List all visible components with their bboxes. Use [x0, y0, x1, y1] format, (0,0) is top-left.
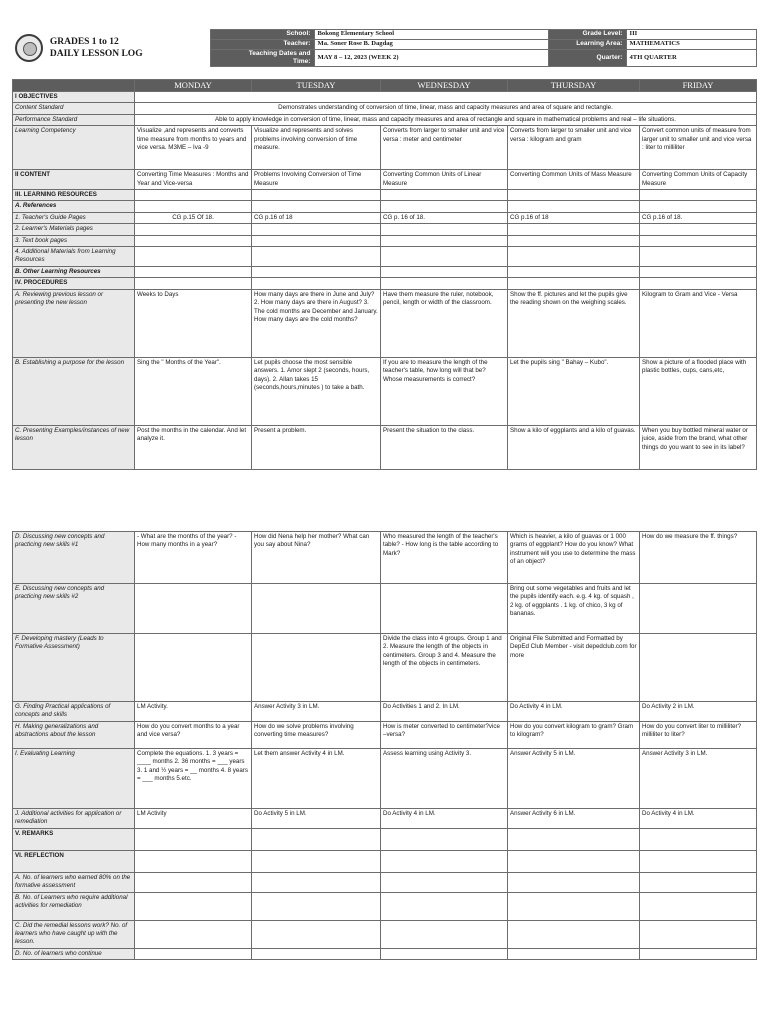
competency-tuesday: Visualize and represents and solves problems involving conversion of time measure. [252, 126, 381, 170]
table-row [13, 808, 757, 828]
proc-h-tuesday: How do we solve problems involving converting time measures? [252, 721, 381, 748]
content-standard-text: Demonstrates understanding of conversion of time, linear, mass and capacity measures and area of square and rectangle. [135, 103, 757, 114]
table-row [13, 212, 757, 223]
proc-a-wednesday: Have them measure the ruler, notebook, pencil, length or width of the classroom. [381, 289, 508, 357]
proc-b-tuesday: Let pupils choose the most sensible answers. 1. Amor slept 2 (seconds, hours, days). 2. Allan takes 15 (seconds,hours,minutes ) to take a bath. [252, 357, 381, 425]
proc-c-tuesday: Present a problem. [252, 425, 381, 469]
proc-j-wednesday: Do Activity 4 in LM. [381, 808, 508, 828]
proc-a-thursday: Show the ff. pictures and let the pupils give the reading shown on the weighing scales. [508, 289, 640, 357]
objectives-blank [135, 92, 757, 103]
proc-i-wednesday: Assess learning using Activity 3. [381, 748, 508, 808]
dates-value: MAY 8 – 12, 2023 (WEEK 2) [314, 50, 548, 67]
teacher-label: Teacher: [210, 40, 314, 50]
proc-g-label: G. Finding Practical applications of concepts and skills [13, 702, 135, 722]
deped-seal-icon [15, 34, 43, 62]
proc-g-thursday: Do Activity 4 in LM. [508, 702, 640, 722]
proc-b-label: B. Establishing a purpose for the lesson [13, 357, 135, 425]
dates-label [210, 50, 314, 67]
performance-standard-text: Able to apply knowledge in conversion of time, linear, mass and capacity measures and area of rectangle and square in mathematical problems and real – life situations. [135, 114, 757, 125]
proc-e-thursday: Bring out some vegetables and fruits and let the pupils identify each. e.g. 4 kg. of squash , 2 kg. of eggplants . 1 kg. of chico, 3 kg of bananas. [508, 584, 640, 634]
proc-d-label: D. Discussing new concepts and practicing new skills #1 [13, 532, 135, 584]
table-row [13, 278, 757, 289]
proc-e-tuesday [252, 584, 381, 634]
table-row [13, 201, 757, 212]
table-row [13, 702, 757, 722]
table-row [13, 584, 757, 634]
header-section [12, 29, 756, 67]
reflection-b-label: B. No. of Learners who require additional activities for remediation [13, 892, 135, 920]
proc-h-thursday: How do you convert kilogram to gram? Gram to kilogram? [508, 721, 640, 748]
dates-label-line-2: Time: [293, 58, 311, 65]
proc-f-label: F. Developing mastery (Leads to Formative Assessment) [13, 634, 135, 702]
proc-j-monday: LM Activity [135, 808, 252, 828]
table-row [13, 224, 757, 235]
proc-e-friday [640, 584, 757, 634]
dates-label-line-1: Teaching Dates and [248, 50, 311, 57]
proc-d-friday: How do we measure the ff. things? [640, 532, 757, 584]
proc-i-friday: Answer Activity 3 in LM. [640, 748, 757, 808]
day-header-row [13, 80, 757, 92]
proc-j-tuesday: Do Activity 5 in LM. [252, 808, 381, 828]
proc-j-label: J. Additional activities for application or remediation [13, 808, 135, 828]
proc-e-monday [135, 584, 252, 634]
proc-a-label: A. Reviewing previous lesson or presenting the new lesson [13, 289, 135, 357]
competency-label: Learning Competency [13, 126, 135, 170]
proc-a-friday: Kilogram to Gram and Vice - Versa [640, 289, 757, 357]
content-standard-label: Content Standard [13, 103, 135, 114]
proc-g-tuesday: Answer Activity 3 in LM. [252, 702, 381, 722]
proc-e-label: E. Discussing new concepts and practicing new skills #2 [13, 584, 135, 634]
proc-c-wednesday: Present the situation to the class. [381, 425, 508, 469]
teacher-value: Ma. Soner Rose B. Dagdag [314, 40, 548, 50]
table-row [13, 126, 757, 170]
content-tuesday: Problems Involving Conversion of Time Measure [252, 170, 381, 190]
table-row [13, 103, 757, 114]
lesson-log-table-part2 [12, 531, 756, 960]
table-row [13, 170, 757, 190]
table-row [13, 425, 757, 469]
competency-thursday: Converts from larger to smaller unit and vice versa : kilogram and gram [508, 126, 640, 170]
resources-label: III. LEARNING RESOURCES [13, 190, 135, 201]
reflection-d-label: D. No. of learners who continue [13, 948, 135, 959]
proc-f-tuesday [252, 634, 381, 702]
textbook-pages-label: 3. Text book pages [13, 235, 135, 246]
table-row [13, 920, 757, 948]
table-row [13, 892, 757, 920]
table-row [13, 748, 757, 808]
proc-f-wednesday: Divide the class into 4 groups. Group 1 and 2. Measure the length of the objects in centimeters. Group 3 and 4. Measure the length of the objects in centimeters. [381, 634, 508, 702]
quarter-label: Quarter: [548, 50, 626, 67]
title-line-1: GRADES 1 to 12 [49, 37, 119, 47]
proc-i-tuesday: Let them answer Activity 4 in LM. [252, 748, 381, 808]
table-row [13, 872, 757, 892]
lesson-log-table-part1 [12, 79, 756, 470]
tg-wednesday: CG p. 16 of 18. [381, 212, 508, 223]
content-thursday: Converting Common Units of Mass Measure [508, 170, 640, 190]
proc-f-thursday: Original File Submitted and Formatted by DepEd Club Member - visit depedclub.com for more [508, 634, 640, 702]
proc-g-monday: LM Activity. [135, 702, 252, 722]
content-friday: Converting Common Units of Capacity Measure [640, 170, 757, 190]
proc-j-thursday: Answer Activity 6 in LM. [508, 808, 640, 828]
header-logo-block [12, 30, 210, 67]
proc-c-thursday: Show a kilo of eggplants and a kilo of guavas. [508, 425, 640, 469]
proc-a-monday: Weeks to Days [135, 289, 252, 357]
table-row [13, 850, 757, 872]
school-label: School: [210, 30, 314, 40]
table-row [13, 721, 757, 748]
grade-label: Grade Level: [548, 30, 626, 40]
reflection-label: VI. REFLECTION [13, 850, 135, 872]
proc-j-friday: Do Activity 4 in LM. [640, 808, 757, 828]
reflection-a-label: A. No. of learners who earned 80% on the formative assessment [13, 872, 135, 892]
day-thursday: THURSDAY [508, 80, 640, 92]
competency-friday: Convert common units of measure from larger unit to smaller unit and vice versa : liter to milliliter [640, 126, 757, 170]
day-header-blank [13, 80, 135, 92]
day-monday: MONDAY [135, 80, 252, 92]
proc-d-monday: - What are the months of the year? - How many months in a year? [135, 532, 252, 584]
title-line-2: DAILY LESSON LOG [49, 49, 143, 59]
table-row [13, 266, 757, 277]
competency-monday: Visualize ,and represents and converts time measure from months to years and vice versa. M3ME – Iva -9 [135, 126, 252, 170]
day-tuesday: TUESDAY [252, 80, 381, 92]
quarter-value: 4TH QUARTER [626, 50, 756, 67]
proc-c-monday: Post the months in the calendar. And let analyze it. [135, 425, 252, 469]
day-wednesday: WEDNESDAY [381, 80, 508, 92]
proc-h-friday: How do you convert liter to milliliter? milliliter to liter? [640, 721, 757, 748]
remarks-label: V. REMARKS [13, 828, 135, 850]
table-row [13, 532, 757, 584]
proc-i-label: I. Evaluating Learning [13, 748, 135, 808]
proc-f-monday [135, 634, 252, 702]
tg-tuesday: CG p.16 of 18 [252, 212, 381, 223]
references-label: A. References [13, 201, 135, 212]
document-title [50, 36, 143, 60]
table-row [13, 190, 757, 201]
other-resources-label: B. Other Learning Resources [13, 266, 135, 277]
additional-materials-label: 4. Additional Materials from Learning Resources [13, 247, 135, 267]
day-friday: FRIDAY [640, 80, 757, 92]
learners-materials-label: 2. Learner's Materials pages [13, 224, 135, 235]
proc-d-thursday: Which is heavier, a kilo of guavas or 1 000 grams of eggplant? How do you know? What instrument will you use to determine the mass of an object? [508, 532, 640, 584]
performance-standard-label: Performance Standard [13, 114, 135, 125]
table-row [13, 828, 757, 850]
proc-d-wednesday: Who measured the length of the teacher's table? - How long is the table according to Mark? [381, 532, 508, 584]
school-value: Bokong Elementary School [314, 30, 548, 40]
table-row [13, 634, 757, 702]
table-row [13, 114, 757, 125]
area-value: MATHEMATICS [626, 40, 756, 50]
table-row [13, 948, 757, 959]
proc-c-friday: When you buy bottled mineral water or juice, aside from the brand, what other things do you want to see in its label? [640, 425, 757, 469]
content-wednesday: Converting Common Units of Linear Measure [381, 170, 508, 190]
proc-h-label: H. Making generalizations and abstractions about the lesson [13, 721, 135, 748]
proc-f-friday [640, 634, 757, 702]
proc-h-wednesday: How is meter converted to centimeter?vice –versa? [381, 721, 508, 748]
proc-b-wednesday: If you are to measure the length of the teacher's table, how long will that be? Whose measurements is correct? [381, 357, 508, 425]
proc-g-wednesday: Do Activities 1 and 2. In LM. [381, 702, 508, 722]
area-label: Learning Area: [548, 40, 626, 50]
tg-thursday: CG p.16 of 18 [508, 212, 640, 223]
proc-b-monday: Sing the " Months of the Year". [135, 357, 252, 425]
objectives-heading: I OBJECTIVES [13, 92, 135, 103]
content-monday: Converting Time Measures : Months and Year and Vice-versa [135, 170, 252, 190]
proc-a-tuesday: How many days are there in June and July? 2. How many days are there in August? 3. The cold months are December and January. How many days are the cold months? [252, 289, 381, 357]
proc-i-monday: Complete the equations. 1. 3 years = ____ months 2. 36 months = ___ years 3. 1 and ½ years = __ months 4. 8 years = ___ months 5.etc. [135, 748, 252, 808]
proc-h-monday: How do you convert months to a year and vice versa? [135, 721, 252, 748]
table-row [13, 247, 757, 267]
teachers-guide-label: 1. Teacher's Guide Pages [13, 212, 135, 223]
proc-c-label: C. Presenting Examples/instances of new lesson [13, 425, 135, 469]
proc-i-thursday: Answer Activity 5 in LM. [508, 748, 640, 808]
grade-value: III [626, 30, 756, 40]
proc-g-friday: Do Activity 2 in LM. [640, 702, 757, 722]
proc-d-tuesday: How did Nena help her mother? What can you say about Nina? [252, 532, 381, 584]
competency-wednesday: Converts from larger to smaller unit and vice versa : meter and centimeter [381, 126, 508, 170]
table-row [13, 92, 757, 103]
table-row [13, 357, 757, 425]
content-label: II CONTENT [13, 170, 135, 190]
tg-friday: CG p.16 of 18. [640, 212, 757, 223]
table-row [13, 235, 757, 246]
proc-b-friday: Show a picture of a flooded place with plastic bottles, cups, cans,etc, [640, 357, 757, 425]
tg-monday: CG p.15 Of 18. [135, 212, 252, 223]
procedures-label: IV. PROCEDURES [13, 278, 135, 289]
table-row [13, 289, 757, 357]
reflection-c-label: C. Did the remedial lessons work? No. of learners who have caught up with the lesson. [13, 920, 135, 948]
proc-e-wednesday [381, 584, 508, 634]
proc-b-thursday: Let the pupils sing " Bahay – Kubo". [508, 357, 640, 425]
